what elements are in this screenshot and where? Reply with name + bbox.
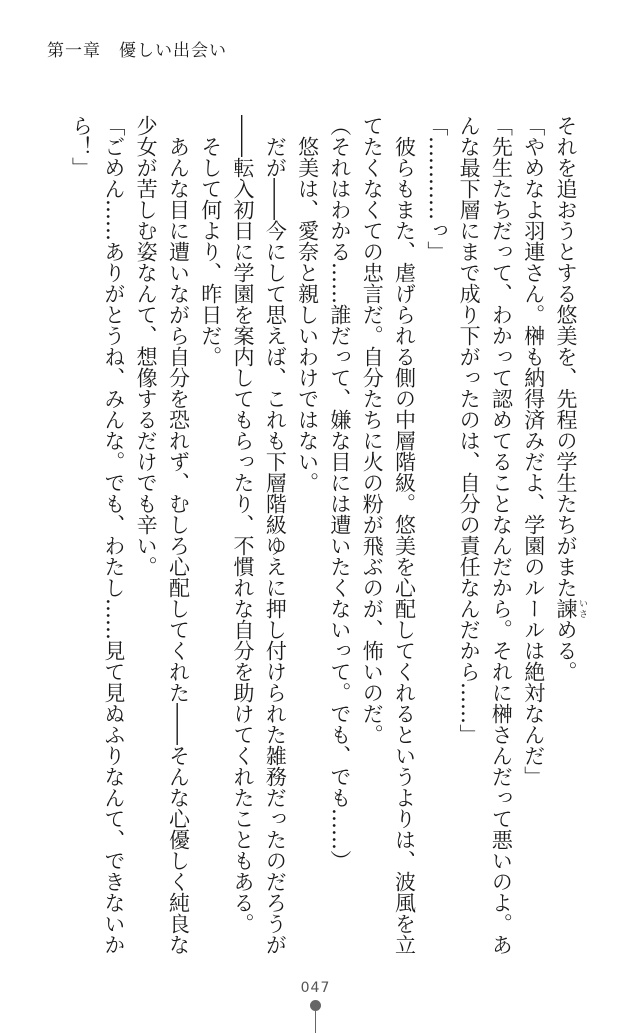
text-line: あんな目に遭いながら自分を恐れず、むしろ心配してくれた――そんな心優しく純良な bbox=[166, 115, 191, 955]
text-line: 少女が苦しむ姿なんて、想像するだけでも辛い。 bbox=[134, 115, 159, 577]
text-line: んな最下層にまで成り下がったのは、自分の責任なんだから……」 bbox=[457, 115, 482, 745]
text-line: 「ごめん……ありがとうね、みんな。でも、わたし……見て見ぬふりなんて、できないか bbox=[101, 115, 126, 955]
text-line: 「先生たちだって、わかって認めてることなんだから。それに榊さんだって悪いのよ。あ bbox=[489, 115, 514, 955]
text-line: （それはわかる……誰だって、嫌な目には遭いたくないって。でも、でも……） bbox=[327, 115, 352, 871]
page-number: 047 bbox=[300, 980, 331, 996]
folio-dot bbox=[310, 1000, 321, 1011]
text-line: 「…………っ」 bbox=[424, 115, 449, 262]
text-line: てたくなくての忠言だ。自分たちに火の粉が飛ぶのが、怖いのだ。 bbox=[360, 115, 385, 745]
text-line: それを追おうとする悠美を、先程の学生たちがまた諫 いさめる。 bbox=[554, 115, 587, 682]
ruby-annotation: 諫 いさ bbox=[554, 598, 587, 619]
folio-rule bbox=[315, 1011, 316, 1033]
text-line: ――転入初日に学園を案内してもらったり、不慣れな自分を助けてくれたこともある。 bbox=[231, 115, 256, 934]
text-line: 悠美は、愛奈と親しいわけではない。 bbox=[295, 115, 320, 493]
text-line: 彼らもまた、虐げられる側の中層階級。悠美を心配してくれるというよりは、波風を立 bbox=[392, 115, 417, 955]
text-line: だが――今にして思えば、これも下層階級ゆえに押し付けられた雑務だったのだろうが bbox=[263, 115, 288, 955]
body-text bbox=[47, 115, 587, 955]
text-line: 「やめなよ羽連さん。榊も納得済みだよ、学園のルールは絶対なんだ」 bbox=[521, 115, 546, 787]
running-header: 第一章 優しい出会い bbox=[47, 41, 227, 61]
text-line: ら！」 bbox=[69, 115, 94, 178]
text-line: そして何より、昨日だ。 bbox=[198, 115, 223, 367]
